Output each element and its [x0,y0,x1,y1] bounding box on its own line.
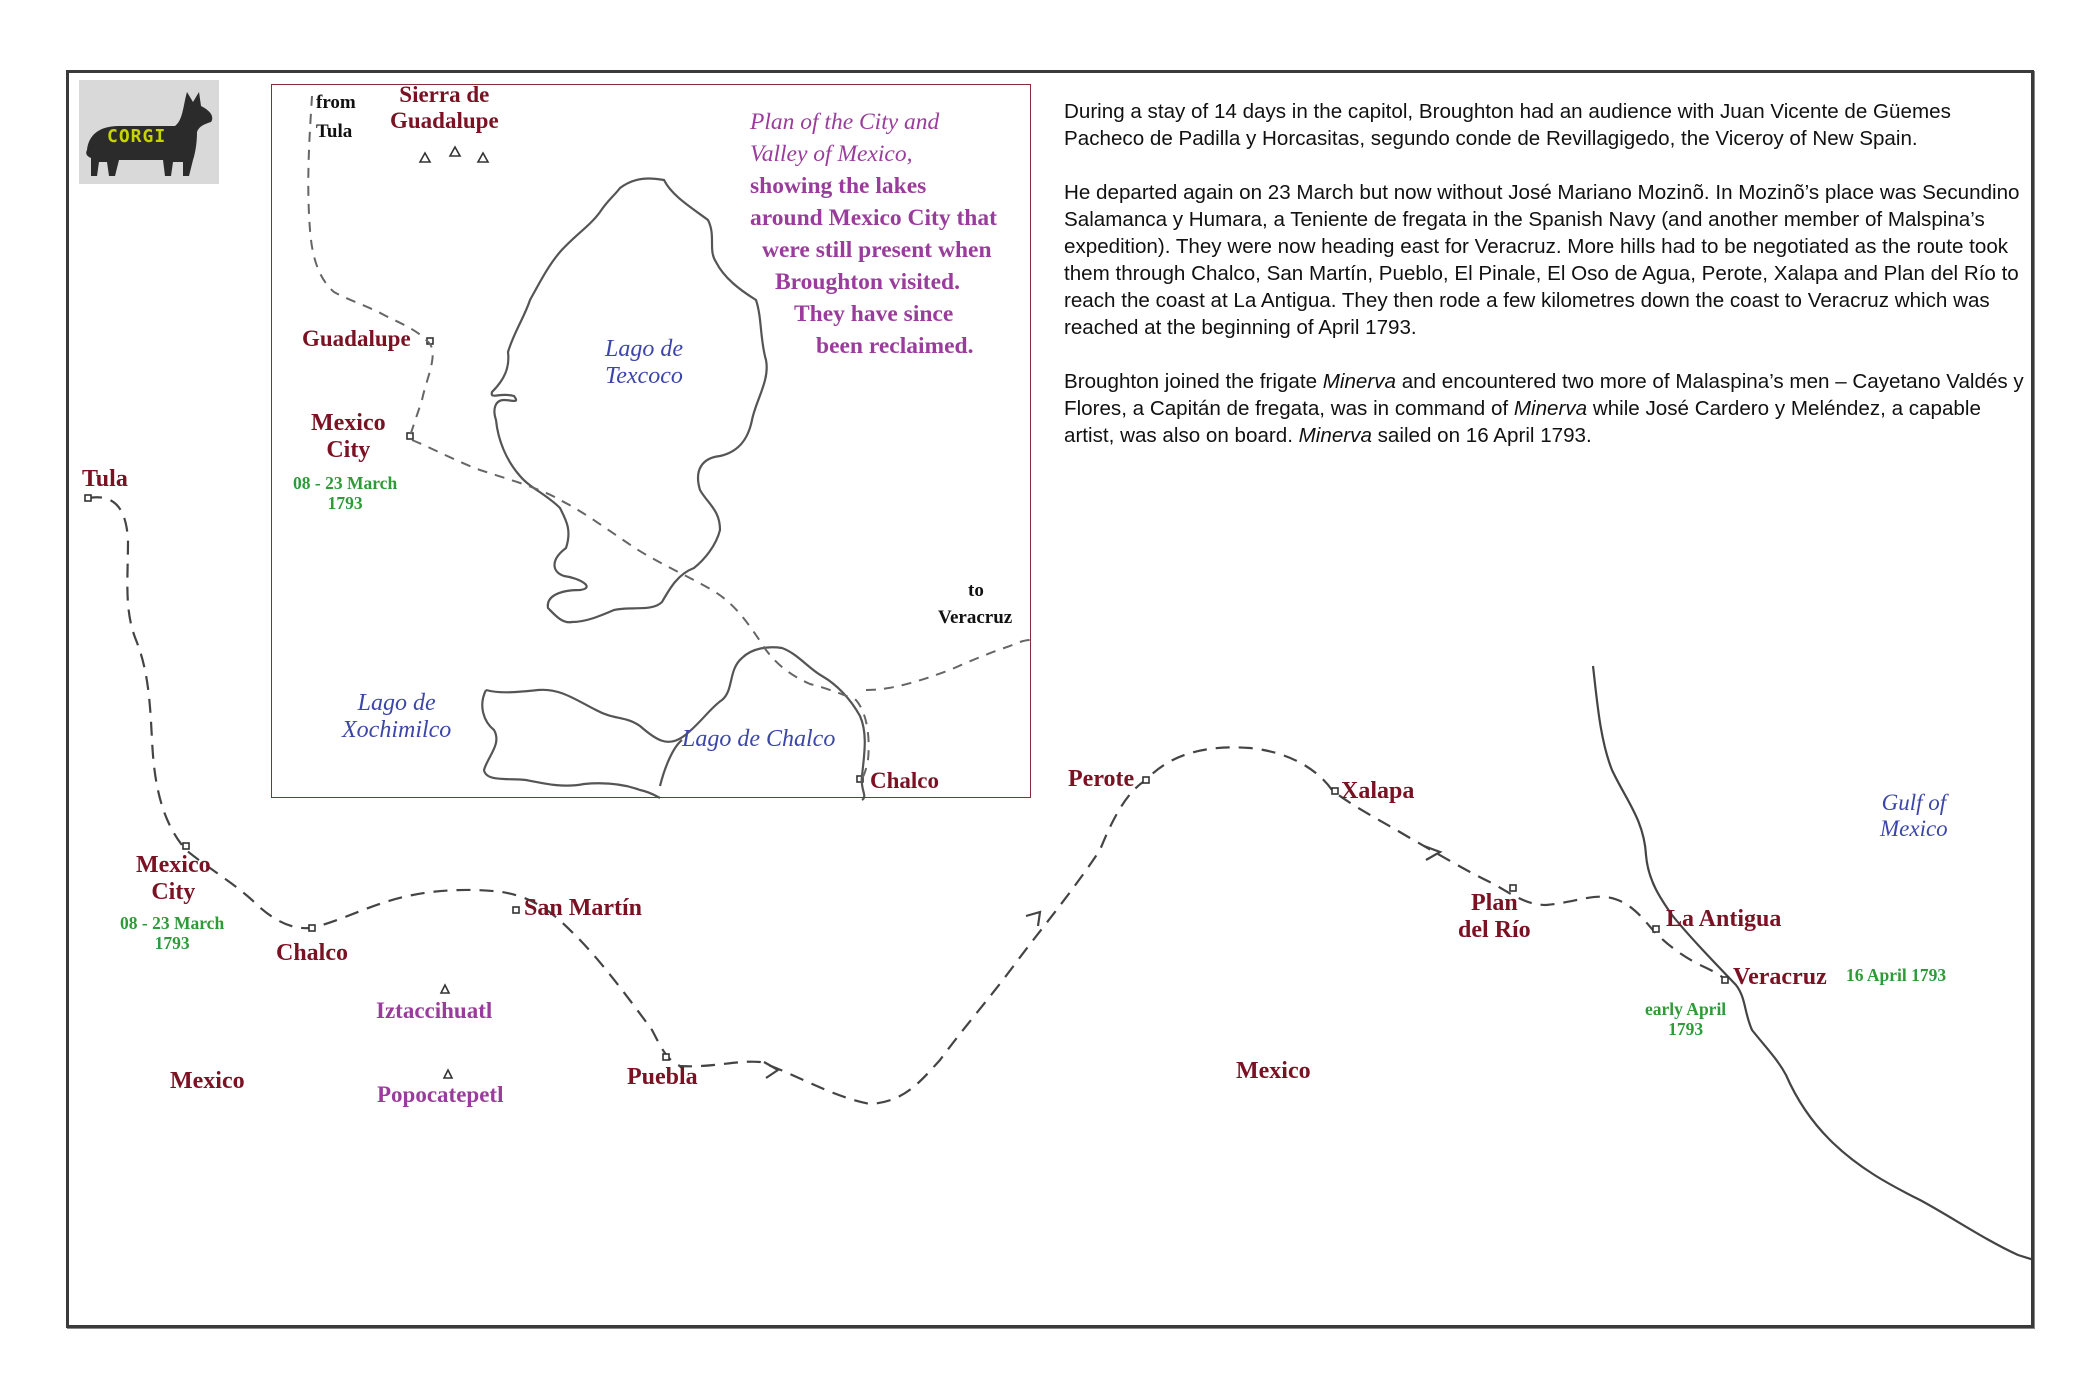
iztaccihuatl-label: Iztaccihuatl [376,998,493,1023]
chalco-label: Chalco [276,940,348,966]
narrative-text [1064,98,2024,476]
popocatepetl-label: Popocatepetl [377,1082,504,1107]
texcoco-line2: Texcoco [605,362,683,389]
inset-mexico-city-date [293,474,397,513]
lago-de-chalco-label: Lago de Chalco [682,726,836,752]
corgi-logo [79,80,219,184]
logo-text: CORGI [107,126,167,147]
texcoco-line1: Lago de [605,336,683,362]
inset-guadalupe-label: Guadalupe [302,326,411,351]
plan-del-rio-line2: del Río [1458,916,1531,943]
mexico-east-label: Mexico [1236,1058,1311,1084]
mexico-west-label: Mexico [170,1068,245,1094]
veracruz-date: 16 April 1793 [1846,965,1947,985]
p3-part-c: and encountered two more of Malaspina’s men – Cayetano Valdés y Flores, a Capitán de fregata, was in command of [1064,370,2024,420]
narrative-paragraph-2: He departed again on 23 March but now without José Mariano Mozinõ. In Mozinõ’s place was Secundino Salamanca y Humara, a Teniente de fregata in the Spanish Navy (and another member of Malspina’s expedition). They were now heading east for Veracruz. More hills had to be negotiated as the route took them through Chalco, San Martín, Pueblo, El Pinale, El Oso de Agua, Perote, Xalapa and Plan del Río to reach the coast at La Antigua. They then rode a few kilometres down the coast to Veracruz which was reached at the beginning of April 1793. [1064,181,2020,339]
plan-del-rio-label [1458,890,1531,944]
gulf-line1: Gulf of [1881,790,1947,815]
caption-line8: been reclaimed. [816,333,974,359]
gulf-of-mexico-label [1880,790,1948,842]
inset-chalco-label: Chalco [870,768,939,793]
xalapa-label: Xalapa [1341,778,1415,804]
san-martin-label: San Martín [524,895,643,921]
p3-ship-name-3: Minerva [1298,424,1372,447]
inset-from-label: from [316,92,356,113]
puebla-label: Puebla [627,1064,698,1090]
inset-caption [750,106,1022,362]
p3-ship-name-2: Minerva [1513,397,1588,420]
inset-tula-label: Tula [316,121,353,142]
lago-de-texcoco-label [605,336,683,390]
mexico-city-label [136,852,211,906]
inset-mexico-city-label [311,410,386,464]
plan-del-rio-line1: Plan [1470,890,1518,916]
caption-line3: showing the lakes [750,173,927,199]
early-april-line1: early April [1645,999,1727,1019]
mexico-city-line1: Mexico [136,852,211,878]
caption-line2: Valley of Mexico, [750,141,913,167]
mexico-city-date [120,914,224,953]
inset-mexico-city-line1: Mexico [311,410,386,436]
xochimilco-line2: Xochimilco [342,716,452,743]
perote-label: Perote [1068,766,1135,792]
p3-part-a: Broughton joined the frigate [1064,370,1323,393]
xochimilco-line1: Lago de [357,690,436,716]
caption-line7: They have since [794,301,954,327]
caption-line5: were still present when [762,237,992,263]
early-april-line2: 1793 [1668,1018,1704,1039]
sierra-line2: Guadalupe [390,107,499,133]
lago-de-xochimilco-label [342,690,451,744]
inset-to-label: to [968,580,984,601]
early-april-date [1645,1000,1726,1039]
caption-line6: Broughton visited. [775,269,960,295]
tula-label: Tula [82,466,128,492]
mexico-city-date-line2: 1793 [154,932,190,953]
inset-veracruz-label: Veracruz [938,607,1013,628]
narrative-paragraph-3 [1064,368,2024,449]
caption-line1: Plan of the City and [750,109,940,135]
la-antigua-label: La Antigua [1666,906,1782,932]
gulf-line2: Mexico [1880,815,1948,841]
p3-part-e: while José Cardero y Meléndez, a capable artist, was also on board. [1064,397,1981,447]
p3-part-g: sailed on 16 April 1793. [1371,424,1592,447]
caption-line4: around Mexico City that [750,205,997,231]
inset-date-line2: 1793 [327,492,363,513]
mexico-city-line2: City [151,878,196,905]
mexico-city-date-line1: 08 - 23 March [120,913,225,933]
sierra-line1: Sierra de [399,82,490,107]
p3-ship-name-1: Minerva [1322,370,1396,393]
narrative-paragraph-1: During a stay of 14 days in the capitol, Broughton had an audience with Juan Vicente de Güemes Pacheco de Padilla y Horcasitas, segundo conde de Revillagigedo, the Viceroy of New Spain. [1064,100,1951,150]
inset-mexico-city-line2: City [326,436,371,463]
inset-date-line1: 08 - 23 March [293,473,398,493]
sierra-de-guadalupe-label [390,82,499,134]
veracruz-label: Veracruz [1733,964,1827,990]
